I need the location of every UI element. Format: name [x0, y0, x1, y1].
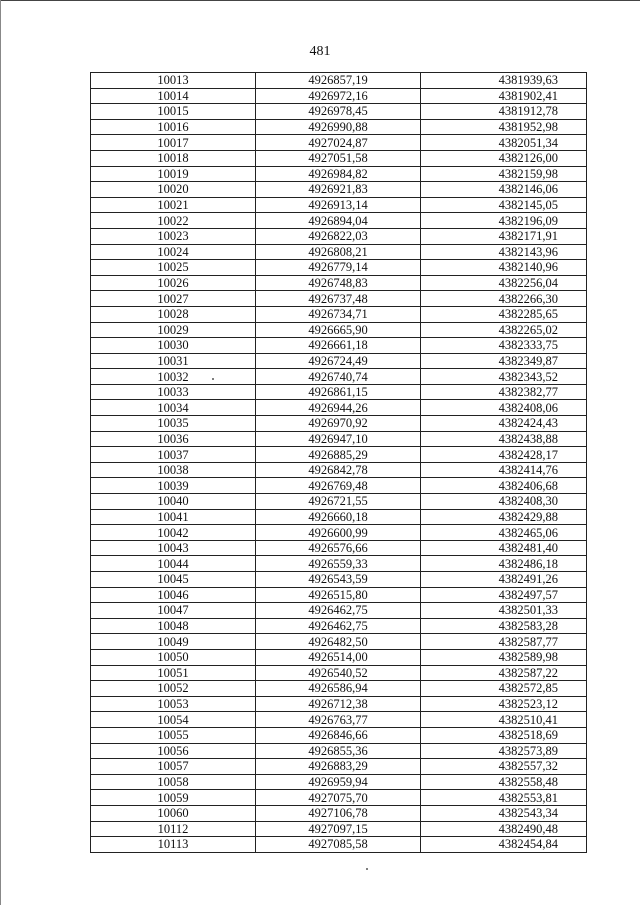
x-coordinate-cell: 4926959,94	[256, 774, 421, 790]
y-coordinate-cell: 4382343,52	[421, 369, 587, 385]
point-id-cell: 10049	[91, 634, 256, 650]
table-row	[91, 696, 587, 712]
x-coordinate-cell: 4926990,88	[256, 119, 421, 135]
point-id-cell: 10052	[91, 681, 256, 697]
table-row	[91, 400, 587, 416]
table-row	[91, 790, 587, 806]
y-coordinate-cell: 4382491,26	[421, 572, 587, 588]
point-id-cell: 10112	[91, 821, 256, 837]
y-coordinate-cell: 4382382,77	[421, 384, 587, 400]
point-id-cell: 10029	[91, 322, 256, 338]
point-id-cell: 10016	[91, 119, 256, 135]
y-coordinate-cell: 4382497,57	[421, 587, 587, 603]
point-id-cell: 10050	[91, 649, 256, 665]
point-id-cell: 10038	[91, 462, 256, 478]
x-coordinate-cell: 4926885,29	[256, 447, 421, 463]
table-row	[91, 603, 587, 619]
table-row	[91, 73, 587, 89]
x-coordinate-cell: 4926462,75	[256, 603, 421, 619]
y-coordinate-cell: 4382583,28	[421, 618, 587, 634]
x-coordinate-cell: 4926660,18	[256, 509, 421, 525]
table-row	[91, 166, 587, 182]
table-row	[91, 431, 587, 447]
point-id-cell: 10045	[91, 572, 256, 588]
table-row	[91, 275, 587, 291]
point-id-cell: 10025	[91, 260, 256, 276]
y-coordinate-cell: 4382159,98	[421, 166, 587, 182]
table-row	[91, 228, 587, 244]
table-row	[91, 743, 587, 759]
point-id-cell: 10058	[91, 774, 256, 790]
table-row	[91, 416, 587, 432]
point-id-cell: 10041	[91, 509, 256, 525]
y-coordinate-cell: 4382454,84	[421, 837, 587, 853]
x-coordinate-cell: 4926822,03	[256, 228, 421, 244]
x-coordinate-cell: 4926769,48	[256, 478, 421, 494]
table-row	[91, 119, 587, 135]
y-coordinate-cell: 4382558,48	[421, 774, 587, 790]
x-coordinate-cell: 4926970,92	[256, 416, 421, 432]
x-coordinate-cell: 4926712,38	[256, 696, 421, 712]
y-coordinate-cell: 4382572,85	[421, 681, 587, 697]
x-coordinate-cell: 4926808,21	[256, 244, 421, 260]
x-coordinate-cell: 4926857,19	[256, 73, 421, 89]
point-id-cell: 10043	[91, 540, 256, 556]
y-coordinate-cell: 4382145,05	[421, 197, 587, 213]
x-coordinate-cell: 4926921,83	[256, 182, 421, 198]
point-id-cell: 10024	[91, 244, 256, 260]
table-row	[91, 197, 587, 213]
table-row	[91, 665, 587, 681]
y-coordinate-cell: 4382266,30	[421, 291, 587, 307]
point-id-cell: 10015	[91, 104, 256, 120]
x-coordinate-cell: 4926978,45	[256, 104, 421, 120]
y-coordinate-cell: 4382518,69	[421, 727, 587, 743]
x-coordinate-cell: 4926842,78	[256, 462, 421, 478]
point-id-cell: 10020	[91, 182, 256, 198]
x-coordinate-cell: 4926763,77	[256, 712, 421, 728]
x-coordinate-cell: 4926861,15	[256, 384, 421, 400]
y-coordinate-cell: 4382553,81	[421, 790, 587, 806]
point-id-cell: 10030	[91, 338, 256, 354]
y-coordinate-cell: 4382523,12	[421, 696, 587, 712]
x-coordinate-cell: 4926846,66	[256, 727, 421, 743]
scan-speck	[366, 868, 368, 870]
y-coordinate-cell: 4382573,89	[421, 743, 587, 759]
table-row	[91, 634, 587, 650]
point-id-cell: 10113	[91, 837, 256, 853]
scan-speck	[212, 378, 214, 380]
table-row	[91, 759, 587, 775]
point-id-cell: 10054	[91, 712, 256, 728]
table-row	[91, 805, 587, 821]
table-row	[91, 369, 587, 385]
point-id-cell: 10022	[91, 213, 256, 229]
y-coordinate-cell: 4382486,18	[421, 556, 587, 572]
x-coordinate-cell: 4926661,18	[256, 338, 421, 354]
x-coordinate-cell: 4927085,58	[256, 837, 421, 853]
point-id-cell: 10034	[91, 400, 256, 416]
point-id-cell: 10033	[91, 384, 256, 400]
table-row	[91, 525, 587, 541]
y-coordinate-cell: 4382265,02	[421, 322, 587, 338]
x-coordinate-cell: 4927024,87	[256, 135, 421, 151]
y-coordinate-cell: 4382543,34	[421, 805, 587, 821]
table-row	[91, 244, 587, 260]
x-coordinate-cell: 4926972,16	[256, 88, 421, 104]
y-coordinate-cell: 4382589,98	[421, 649, 587, 665]
table-row	[91, 509, 587, 525]
point-id-cell: 10017	[91, 135, 256, 151]
x-coordinate-cell: 4926944,26	[256, 400, 421, 416]
table-row	[91, 306, 587, 322]
x-coordinate-cell: 4926724,49	[256, 353, 421, 369]
page-number: 481	[309, 44, 331, 59]
y-coordinate-cell: 4381902,41	[421, 88, 587, 104]
y-coordinate-cell: 4382557,32	[421, 759, 587, 775]
y-coordinate-cell: 4382587,22	[421, 665, 587, 681]
point-id-cell: 10037	[91, 447, 256, 463]
y-coordinate-cell: 4382465,06	[421, 525, 587, 541]
y-coordinate-cell: 4382438,88	[421, 431, 587, 447]
point-id-cell: 10018	[91, 150, 256, 166]
x-coordinate-cell: 4927075,70	[256, 790, 421, 806]
x-coordinate-cell: 4926515,80	[256, 587, 421, 603]
y-coordinate-cell: 4382256,04	[421, 275, 587, 291]
point-id-cell: 10021	[91, 197, 256, 213]
page-top-edge	[0, 0, 640, 1]
y-coordinate-cell: 4382143,96	[421, 244, 587, 260]
y-coordinate-cell: 4382051,34	[421, 135, 587, 151]
table-row	[91, 649, 587, 665]
x-coordinate-cell: 4927106,78	[256, 805, 421, 821]
table-row	[91, 104, 587, 120]
x-coordinate-cell: 4926894,04	[256, 213, 421, 229]
table-row	[91, 260, 587, 276]
point-id-cell: 10019	[91, 166, 256, 182]
point-id-cell: 10023	[91, 228, 256, 244]
point-id-cell: 10026	[91, 275, 256, 291]
x-coordinate-cell: 4926514,00	[256, 649, 421, 665]
table-row	[91, 587, 587, 603]
y-coordinate-cell: 4382406,68	[421, 478, 587, 494]
table-row	[91, 88, 587, 104]
table-row	[91, 774, 587, 790]
point-id-cell: 10036	[91, 431, 256, 447]
point-id-cell: 10035	[91, 416, 256, 432]
x-coordinate-cell: 4926883,29	[256, 759, 421, 775]
x-coordinate-cell: 4926737,48	[256, 291, 421, 307]
table-row	[91, 681, 587, 697]
y-coordinate-cell: 4382140,96	[421, 260, 587, 276]
table-row	[91, 727, 587, 743]
table-row	[91, 213, 587, 229]
table-row	[91, 494, 587, 510]
table-row	[91, 182, 587, 198]
y-coordinate-cell: 4382196,09	[421, 213, 587, 229]
point-id-cell: 10055	[91, 727, 256, 743]
x-coordinate-cell: 4926984,82	[256, 166, 421, 182]
coordinates-table-body	[91, 73, 587, 853]
point-id-cell: 10042	[91, 525, 256, 541]
x-coordinate-cell: 4926734,71	[256, 306, 421, 322]
point-id-cell: 10027	[91, 291, 256, 307]
x-coordinate-cell: 4927097,15	[256, 821, 421, 837]
x-coordinate-cell: 4926779,14	[256, 260, 421, 276]
x-coordinate-cell: 4926576,66	[256, 540, 421, 556]
y-coordinate-cell: 4382429,88	[421, 509, 587, 525]
point-id-cell: 10059	[91, 790, 256, 806]
y-coordinate-cell: 4382408,30	[421, 494, 587, 510]
point-id-cell: 10039	[91, 478, 256, 494]
point-id-cell: 10056	[91, 743, 256, 759]
x-coordinate-cell: 4926721,55	[256, 494, 421, 510]
x-coordinate-cell: 4926559,33	[256, 556, 421, 572]
y-coordinate-cell: 4382490,48	[421, 821, 587, 837]
y-coordinate-cell: 4382333,75	[421, 338, 587, 354]
y-coordinate-cell: 4382424,43	[421, 416, 587, 432]
point-id-cell: 10047	[91, 603, 256, 619]
x-coordinate-cell: 4926600,99	[256, 525, 421, 541]
x-coordinate-cell: 4926740,74	[256, 369, 421, 385]
point-id-cell: 10014	[91, 88, 256, 104]
y-coordinate-cell: 4382428,17	[421, 447, 587, 463]
table-row	[91, 712, 587, 728]
table-row	[91, 572, 587, 588]
table-row	[91, 291, 587, 307]
table-row	[91, 478, 587, 494]
page-left-edge	[0, 0, 1, 905]
y-coordinate-cell: 4381952,98	[421, 119, 587, 135]
x-coordinate-cell: 4926665,90	[256, 322, 421, 338]
table-row	[91, 462, 587, 478]
x-coordinate-cell: 4926913,14	[256, 197, 421, 213]
y-coordinate-cell: 4382349,87	[421, 353, 587, 369]
x-coordinate-cell: 4926482,50	[256, 634, 421, 650]
y-coordinate-cell: 4382481,40	[421, 540, 587, 556]
y-coordinate-cell: 4382285,65	[421, 306, 587, 322]
point-id-cell: 10013	[91, 73, 256, 89]
point-id-cell: 10032	[91, 369, 256, 385]
y-coordinate-cell: 4382171,91	[421, 228, 587, 244]
y-coordinate-cell: 4382501,33	[421, 603, 587, 619]
table-row	[91, 540, 587, 556]
point-id-cell: 10040	[91, 494, 256, 510]
point-id-cell: 10057	[91, 759, 256, 775]
x-coordinate-cell: 4926855,36	[256, 743, 421, 759]
x-coordinate-cell: 4926947,10	[256, 431, 421, 447]
point-id-cell: 10060	[91, 805, 256, 821]
table-row	[91, 338, 587, 354]
point-id-cell: 10031	[91, 353, 256, 369]
y-coordinate-cell: 4382146,06	[421, 182, 587, 198]
point-id-cell: 10053	[91, 696, 256, 712]
y-coordinate-cell: 4382510,41	[421, 712, 587, 728]
x-coordinate-cell: 4926462,75	[256, 618, 421, 634]
point-id-cell: 10048	[91, 618, 256, 634]
table-row	[91, 556, 587, 572]
table-row	[91, 322, 587, 338]
table-row	[91, 837, 587, 853]
table-row	[91, 384, 587, 400]
point-id-cell: 10044	[91, 556, 256, 572]
coordinates-table	[90, 72, 587, 853]
y-coordinate-cell: 4382408,06	[421, 400, 587, 416]
x-coordinate-cell: 4926748,83	[256, 275, 421, 291]
table-row	[91, 618, 587, 634]
table-row	[91, 150, 587, 166]
table-row	[91, 135, 587, 151]
x-coordinate-cell: 4927051,58	[256, 150, 421, 166]
y-coordinate-cell: 4381912,78	[421, 104, 587, 120]
y-coordinate-cell: 4382126,00	[421, 150, 587, 166]
table-row	[91, 821, 587, 837]
point-id-cell: 10051	[91, 665, 256, 681]
table-row	[91, 353, 587, 369]
x-coordinate-cell: 4926540,52	[256, 665, 421, 681]
table-row	[91, 447, 587, 463]
point-id-cell: 10046	[91, 587, 256, 603]
x-coordinate-cell: 4926586,94	[256, 681, 421, 697]
y-coordinate-cell: 4382587,77	[421, 634, 587, 650]
x-coordinate-cell: 4926543,59	[256, 572, 421, 588]
y-coordinate-cell: 4381939,63	[421, 73, 587, 89]
y-coordinate-cell: 4382414,76	[421, 462, 587, 478]
point-id-cell: 10028	[91, 306, 256, 322]
